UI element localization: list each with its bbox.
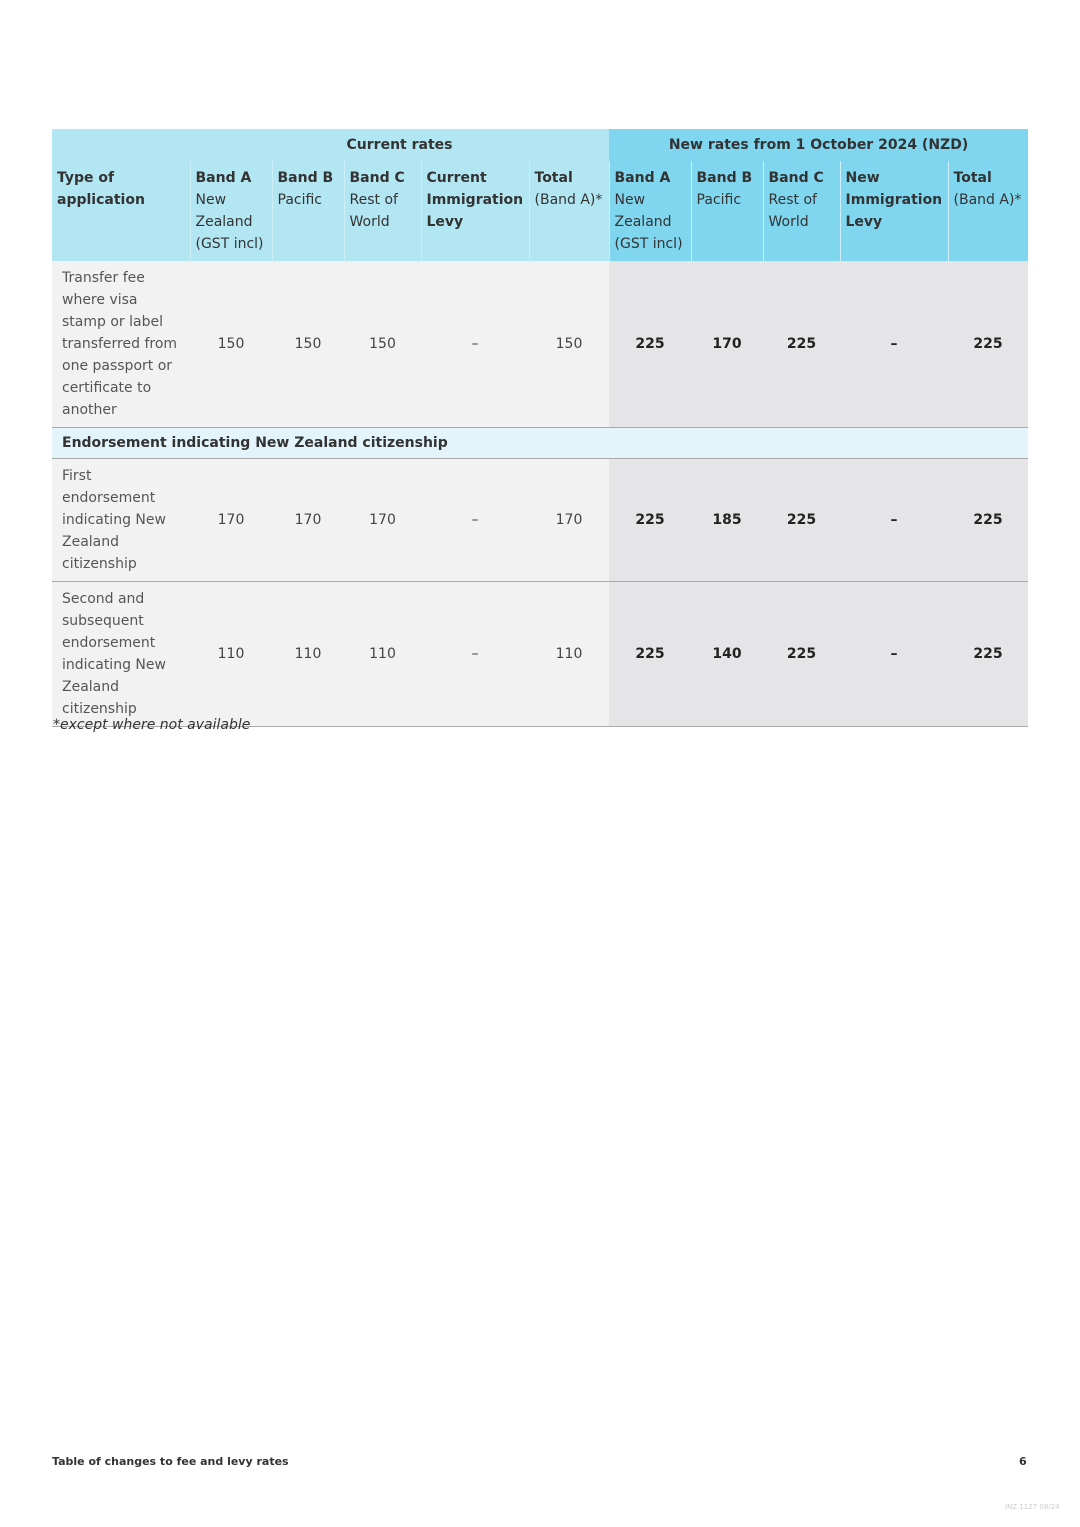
column-title: New Immigration Levy (845, 170, 943, 230)
fee-cell: 225 (609, 261, 691, 428)
fee-cell: 140 (691, 582, 763, 727)
fee-cell: 225 (763, 582, 840, 727)
column-title: Type of application (57, 170, 145, 208)
column-subtitle: Rest of World (349, 192, 398, 230)
fee-cell: – (421, 261, 529, 428)
table-row (52, 582, 1028, 727)
fee-cell: 170 (344, 459, 421, 582)
column-title: Band B (696, 170, 753, 186)
column-title: Current Immigration Levy (426, 170, 524, 230)
fee-cell: 225 (763, 261, 840, 428)
column-header (840, 161, 948, 261)
fee-cell: 225 (948, 459, 1028, 582)
fee-cell: 185 (691, 459, 763, 582)
fee-cell: 225 (948, 582, 1028, 727)
fee-cell: – (421, 459, 529, 582)
fee-cell: 170 (272, 459, 344, 582)
fee-cell: 170 (691, 261, 763, 428)
fee-table (52, 129, 1028, 727)
document-code: INZ 1127 08/24 (1005, 1503, 1060, 1511)
fee-cell: 150 (272, 261, 344, 428)
column-subtitle: (Band A)* (953, 192, 1022, 208)
fee-cell: 110 (529, 582, 609, 727)
column-subtitle: Pacific (277, 192, 322, 208)
section-title: Endorsement indicating New Zealand citizenship (52, 428, 1028, 459)
fee-cell: 225 (609, 459, 691, 582)
application-type: First endorsement indicating New Zealand citizenship (52, 459, 190, 582)
column-subtitle: Rest of World (768, 192, 817, 230)
column-subtitle: New Zealand (GST incl) (614, 192, 683, 252)
fee-cell: 110 (344, 582, 421, 727)
column-subtitle: Pacific (696, 192, 742, 208)
column-subtitle: New Zealand (GST incl) (195, 192, 264, 252)
column-title: Total (534, 170, 573, 186)
column-title: Band A (195, 170, 252, 186)
application-type: Second and subsequent endorsement indicating New Zealand citizenship (52, 582, 190, 727)
column-subtitle: (Band A)* (534, 192, 603, 208)
column-title: Band C (349, 170, 405, 186)
column-header (421, 161, 529, 261)
fee-cell: 170 (529, 459, 609, 582)
footer-title: Table of changes to fee and levy rates (52, 1455, 289, 1468)
column-header (344, 161, 421, 261)
column-header (529, 161, 609, 261)
fee-cell: 150 (190, 261, 272, 428)
column-header (272, 161, 344, 261)
fee-cell: 225 (948, 261, 1028, 428)
fee-cell: 150 (529, 261, 609, 428)
fee-cell: – (421, 582, 529, 727)
fee-cell: – (840, 582, 948, 727)
column-header (948, 161, 1028, 261)
column-title: Band B (277, 170, 334, 186)
column-header (691, 161, 763, 261)
fee-cell: 170 (190, 459, 272, 582)
column-title: Band A (614, 170, 671, 186)
fee-cell: 150 (344, 261, 421, 428)
column-header (609, 161, 691, 261)
fee-cell: 110 (272, 582, 344, 727)
table-row (52, 459, 1028, 582)
fee-cell: 225 (609, 582, 691, 727)
page-number: 6 (1019, 1455, 1027, 1468)
section-row (52, 428, 1028, 459)
fee-cell: – (840, 261, 948, 428)
fee-cell: – (840, 459, 948, 582)
blank-header (52, 129, 190, 161)
column-title: Total (953, 170, 992, 186)
column-title: Band C (768, 170, 824, 186)
footnote: *except where not available (53, 717, 251, 733)
current-rates-header: Current rates (190, 129, 609, 161)
fee-cell: 110 (190, 582, 272, 727)
new-rates-header: New rates from 1 October 2024 (NZD) (609, 129, 1028, 161)
fee-cell: 225 (763, 459, 840, 582)
column-header (52, 161, 190, 261)
application-type: Transfer fee where visa stamp or label transferred from one passport or certificate to another (52, 261, 190, 428)
column-header (763, 161, 840, 261)
column-header (190, 161, 272, 261)
table-row (52, 261, 1028, 428)
